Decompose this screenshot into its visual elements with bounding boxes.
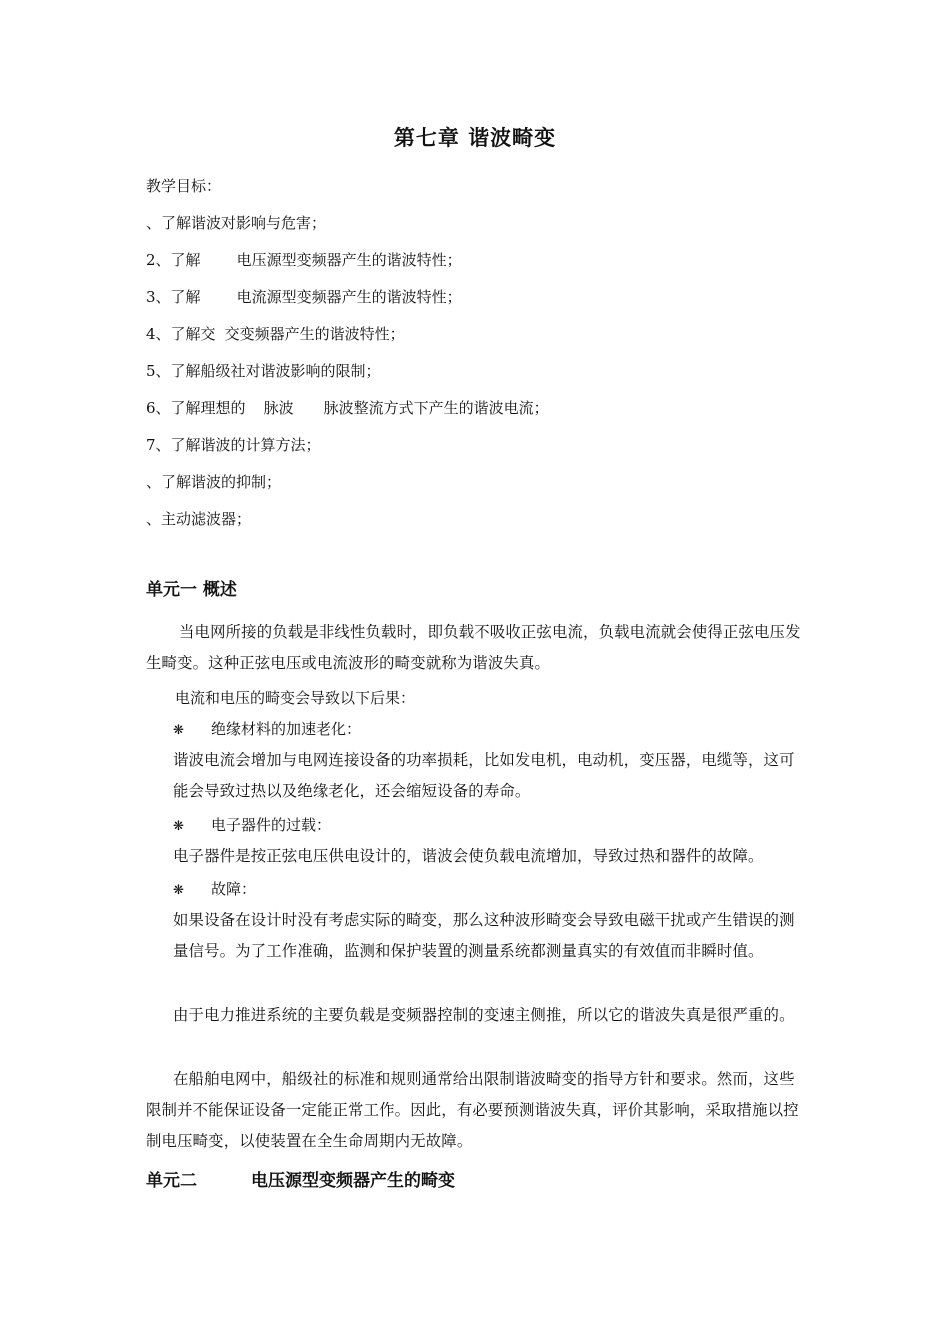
flower-bullet-icon: ❋ bbox=[173, 723, 184, 738]
bullet-aging-text: 谐波电流会增加与电网连接设备的功率损耗，比如发电机，电动机，变压器，电缆等，这可能会导致过热以及绝缘老化，还会缩短设备的寿命。 bbox=[173, 751, 795, 800]
objective-item: 、主动滤波器； bbox=[146, 510, 252, 528]
objective-item: 、了解谐波的抑制； bbox=[146, 473, 282, 491]
unit2-heading: 单元二 电压源型变频器产生的畸变 bbox=[146, 1171, 455, 1191]
unit1-heading: 单元一 概述 bbox=[146, 580, 237, 600]
para-classification: 在船舶电网中，船级社的标准和规则通常给出限制谐波畸变的指导方针和要求。然而，这些限制并不能保证设备一定能正常工作。因此，有必要预测谐波失真，评价其影响，采取措施以控制电压畸变，以使装置在全生命周期内无故障。 bbox=[146, 1070, 799, 1150]
bullet-fault-text: 如果设备在设计时没有考虑实际的畸变，那么这种波形畸变会导致电磁干扰或产生错误的测量信号。为了工作准确，监测和保护装置的测量系统都测量真实的有效值而非瞬时值。 bbox=[173, 911, 795, 960]
chapter-title: 第七章 谐波畸变 bbox=[393, 126, 557, 150]
para-propulsion: 由于电力推进系统的主要负载是变频器控制的变速主侧推，所以它的谐波失真是很严重的。 bbox=[173, 1006, 795, 1024]
objective-item: 7、了解谐波的计算方法； bbox=[146, 436, 321, 454]
unit1-intro: 当电网所接的负载是非线性负载时，即负载不吸收正弦电流，负载电流就会使得正弦电压发生畸变。这种正弦电压或电流波形的畸变就称为谐波失真。 bbox=[146, 623, 801, 672]
objective-item: 5、了解船级社对谐波影响的限制； bbox=[146, 362, 381, 380]
consequence-lead: 电流和电压的畸变会导致以下后果： bbox=[175, 689, 416, 707]
bullet-overload: ❋ 电子器件的过载： bbox=[173, 815, 331, 837]
bullet-fault: ❋ 故障： bbox=[173, 879, 256, 901]
objective-item: 、了解谐波对影响与危害； bbox=[146, 214, 327, 232]
objective-item: 6、了解理想的 脉波 脉波整流方式下产生的谐波电流； bbox=[146, 399, 549, 417]
objective-item: 2、了解 电压源型变频器产生的谐波特性； bbox=[146, 251, 462, 269]
flower-bullet-icon: ❋ bbox=[173, 883, 184, 898]
flower-bullet-icon: ❋ bbox=[173, 819, 184, 834]
objective-item: 3、了解 电流源型变频器产生的谐波特性； bbox=[146, 288, 462, 306]
bullet-overload-text: 电子器件是按正弦电压供电设计的，谐波会使负载电流增加，导致过热和器件的故障。 bbox=[173, 847, 764, 865]
objectives-heading: 教学目标： bbox=[146, 177, 222, 195]
bullet-aging: ❋ 绝缘材料的加速老化： bbox=[173, 719, 361, 741]
objective-item: 4、了解交 交变频器产生的谐波特性； bbox=[146, 325, 405, 343]
